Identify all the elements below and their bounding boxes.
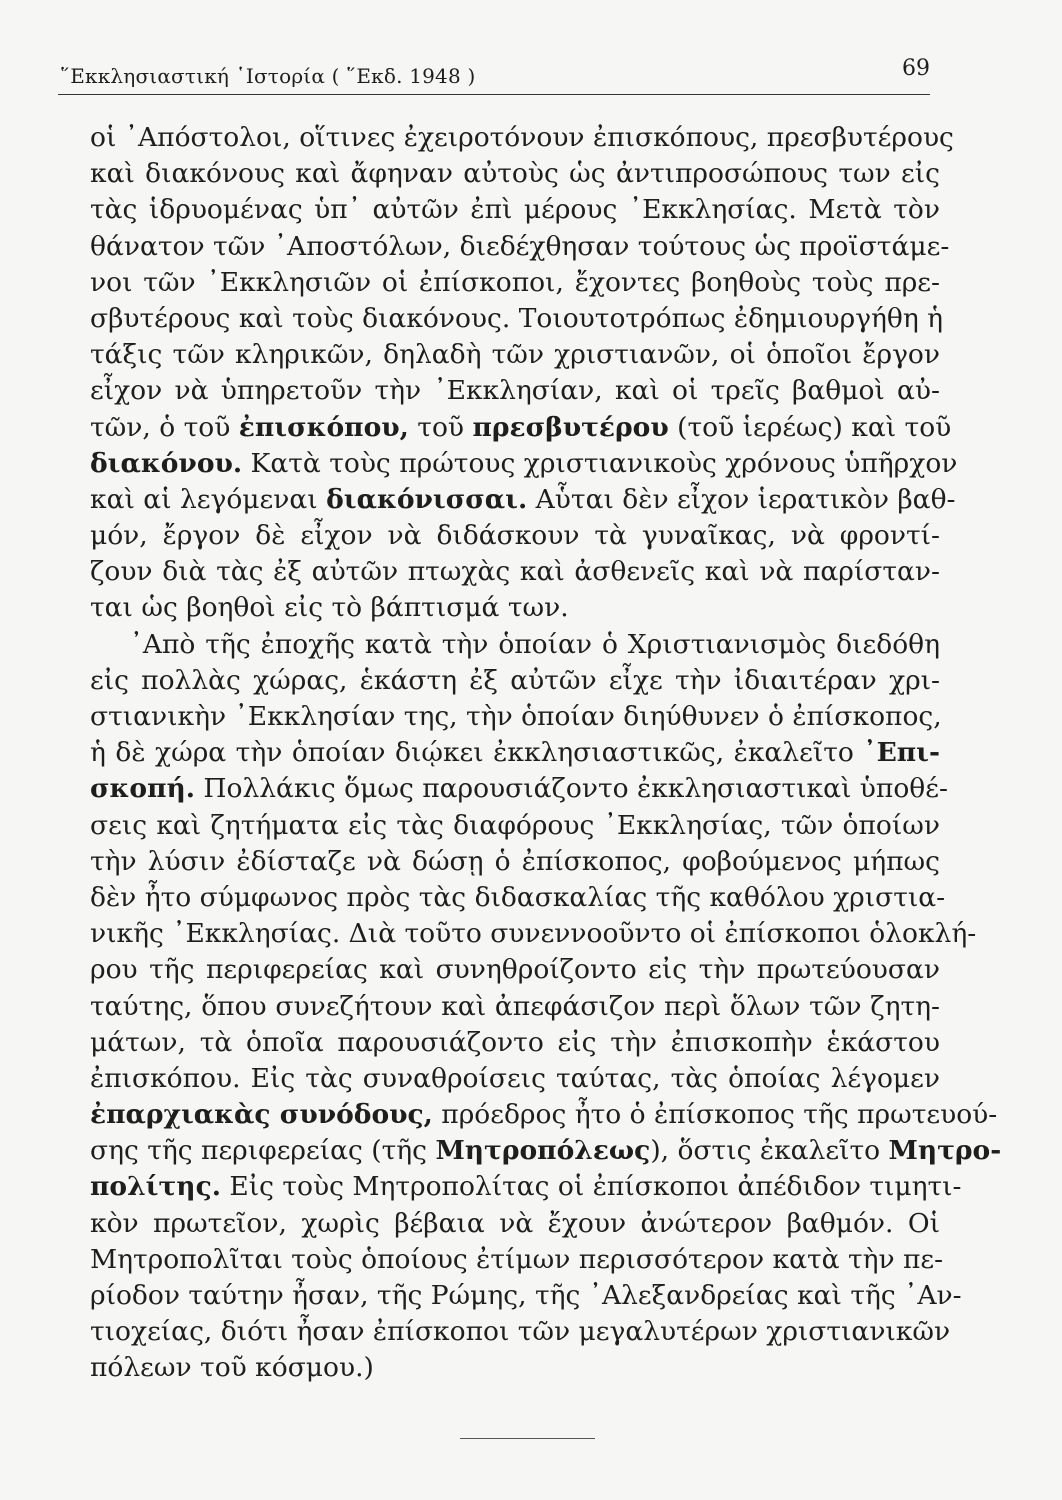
text-run: σης τῆς περιφερείας (τῆς	[90, 1135, 436, 1167]
text-run: τάξις τῶν κληρικῶν, δηλαδὴ τῶν χριστιανῶν, οἱ ὁποῖοι ἔργον	[90, 339, 940, 371]
text-line	[90, 301, 944, 337]
text-line	[90, 627, 940, 663]
text-run: νικῆς ᾿Εκκλησίας. Διὰ τοῦτο συνεννοοῦντο οἱ ἐπίσκοποι ὁλοκλή-	[90, 918, 977, 950]
text-run: τοῦ	[408, 411, 473, 443]
text-run: εἰς πολλὰς χώρας, ἑκάστη ἐξ αὐτῶν εἶχε τὴν ἰδιαιτέραν χρι-	[90, 664, 940, 696]
text-run: ), ὅστις ἐκαλεῖτο	[650, 1135, 889, 1167]
text-line	[90, 735, 940, 771]
text-line	[90, 844, 940, 880]
text-line	[90, 771, 948, 807]
text-run: Αὗται δὲν εἶχον ἱερατικὸν βαθ-	[527, 483, 956, 515]
text-line	[90, 808, 940, 844]
text-line	[90, 446, 958, 482]
text-line	[90, 518, 940, 554]
text-run: ται ὡς βοηθοὶ εἰς τὸ βάπτισμά των.	[90, 592, 569, 624]
text-line	[90, 410, 952, 446]
bold-term: Μητρο-	[888, 1135, 1002, 1167]
text-line	[90, 590, 940, 626]
text-run: Πολλάκις ὅμως παρουσιάζοντο ἐκκλησιαστικαὶ ὑποθέ-	[194, 773, 948, 805]
text-run: ᾿Απὸ τῆς ἐποχῆς κατὰ τὴν ὁποίαν ὁ Χριστιανισμὸς διεδόθη	[90, 628, 940, 660]
text-run: Εἰς τοὺς Μητροπολίτας οἱ ἐπίσκοποι ἀπέδιδον τιμητι-	[220, 1171, 962, 1203]
text-line	[90, 192, 940, 228]
text-run: ρίοδον ταύτην ἦσαν, τῆς Ρώμης, τῆς ᾿Αλεξανδρείας καὶ τῆς ᾿Αν-	[90, 1280, 962, 1311]
text-line	[90, 554, 940, 590]
bold-term: σκοπή.	[90, 773, 195, 805]
text-run: Μητροπολῖται τοὺς ὁποίους ἐτίμων περισσότερον κατὰ τὴν πε-	[90, 1243, 944, 1275]
text-run: οἱ ᾿Απόστολοι, οἵτινες ἐχειροτόνουν ἐπισκόπους, πρεσβυτέρους	[90, 122, 954, 153]
body-text	[90, 120, 1002, 1387]
running-title: ῞Εκκλησιαστική ῾Ιστορία ( ῞Εκδ. 1948 )	[60, 64, 476, 88]
header-rule	[58, 94, 930, 95]
text-run: νοι τῶν ᾿Εκκλησιῶν οἱ ἐπίσκοποι, ἔχοντες βοηθοὺς τοὺς πρε-	[90, 266, 940, 298]
text-line	[90, 1025, 940, 1061]
text-line	[90, 880, 946, 916]
text-run: τὰς ἱδρυομένας ὑπ᾿ αὐτῶν ἐπὶ μέρους ᾿Εκκλησίας. Μετὰ τὸν	[90, 194, 940, 226]
text-line	[90, 156, 940, 192]
text-line	[90, 1061, 940, 1097]
text-run: εἶχον νὰ ὑπηρετοῦν τὴν ᾿Εκκλησίαν, καὶ οἱ τρεῖς βαθμοὶ αὐ-	[90, 375, 940, 407]
text-run: τὴν λύσιν ἐδίσταζε νὰ δώσῃ ὁ ἐπίσκοπος, φοβούμενος μήπως	[90, 845, 940, 877]
text-line	[90, 337, 940, 373]
text-line	[90, 1242, 944, 1278]
text-line	[90, 1206, 940, 1242]
text-run: σβυτέρους καὶ τοὺς διακόνους. Τοιουτοτρόπως ἐδημιουργήθη ἡ	[90, 302, 944, 334]
text-line	[90, 1097, 998, 1133]
page-number: 69	[902, 56, 930, 81]
text-line	[90, 663, 940, 699]
bold-term: διακόνου.	[90, 447, 243, 479]
text-run: Κατὰ τοὺς πρώτους χριστιανικοὺς χρόνους ὑπῆρχον	[242, 447, 958, 479]
text-line	[90, 1350, 940, 1386]
bold-term: ἐπαρχιακὰς συνόδους,	[90, 1099, 433, 1131]
footer-rule	[460, 1438, 595, 1439]
text-line	[90, 1133, 1002, 1169]
text-line	[90, 916, 977, 952]
text-run: πρόεδρος ἦτο ὁ ἐπίσκοπος τῆς πρωτευού-	[432, 1099, 998, 1131]
text-run: σεις καὶ ζητήματα εἰς τὰς διαφόρους ᾿Εκκλησίας, τῶν ὁποίων	[90, 809, 940, 841]
text-line	[90, 1314, 951, 1350]
bold-term: διακόνισσαι.	[326, 483, 528, 515]
text-run: ρου τῆς περιφερείας καὶ συνηθροίζοντο εἰς τὴν πρωτεύουσαν	[90, 954, 940, 986]
text-line	[90, 989, 940, 1025]
text-run: καὶ αἱ λεγόμεναι	[90, 483, 327, 515]
text-line	[90, 699, 940, 735]
bold-term: πρεσβυτέρου	[472, 411, 669, 443]
text-run: μόν, ἔργον δὲ εἶχον νὰ διδάσκουν τὰ γυναῖκας, νὰ φροντί-	[90, 520, 940, 552]
text-run: (τοῦ ἱερέως) καὶ τοῦ	[668, 411, 952, 443]
text-line	[90, 952, 940, 988]
text-run: πόλεων τοῦ κόσμου.)	[90, 1352, 374, 1384]
text-run: ἡ δὲ χώρα τὴν ὁποίαν διῴκει ἐκκλησιαστικῶς, ἐκαλεῖτο	[90, 737, 864, 769]
text-line	[90, 120, 954, 156]
bold-term: ἐπισκόπου,	[238, 411, 409, 443]
text-line	[90, 1278, 962, 1314]
text-run: θάνατον τῶν ᾿Αποστόλων, διεδέχθησαν τούτους ὡς προϊστάμε-	[90, 230, 950, 262]
text-run: δὲν ἦτο σύμφωνος πρὸς τὰς διδασκαλίας τῆς καθόλου χριστια-	[90, 881, 946, 913]
text-run: κὸν πρωτεῖον, χωρὶς βέβαια νὰ ἔχουν ἀνώτερον βαθμόν. Οἱ	[90, 1207, 940, 1239]
bold-term: ᾿Επι-	[863, 737, 940, 769]
text-run: τῶν, ὁ τοῦ	[90, 411, 239, 443]
text-line	[90, 482, 956, 518]
text-run: τιοχείας, διότι ἦσαν ἐπίσκοποι τῶν μεγαλυτέρων χριστιανικῶν	[90, 1316, 951, 1348]
page-header	[60, 56, 930, 96]
text-run: ταύτης, ὅπου συνεζήτουν καὶ ἀπεφάσιζον περὶ ὅλων τῶν ζητη-	[90, 990, 940, 1022]
bold-term: Μητροπόλεως	[435, 1135, 651, 1167]
text-line	[90, 373, 940, 409]
text-run: ἐπισκόπου. Εἰς τὰς συναθροίσεις ταύτας, τὰς ὁποίας λέγομεν	[90, 1062, 940, 1094]
text-line	[90, 265, 940, 301]
text-line	[90, 229, 950, 265]
text-run: καὶ διακόνους καὶ ἄφηναν αὐτοὺς ὡς ἀντιπροσώπους των εἰς	[90, 158, 940, 190]
text-line	[90, 1169, 962, 1205]
text-run: μάτων, τὰ ὁποῖα παρουσιάζοντο εἰς τὴν ἐπισκοπὴν ἑκάστου	[90, 1026, 940, 1058]
text-run: ζουν διὰ τὰς ἐξ αὐτῶν πτωχὰς καὶ ἀσθενεῖς καὶ νὰ παρίσταν-	[90, 556, 940, 588]
text-run: στιανικὴν ᾿Εκκλησίαν της, τὴν ὁποίαν διηύθυνεν ὁ ἐπίσκοπος,	[90, 701, 942, 732]
bold-term: πολίτης.	[90, 1171, 221, 1203]
